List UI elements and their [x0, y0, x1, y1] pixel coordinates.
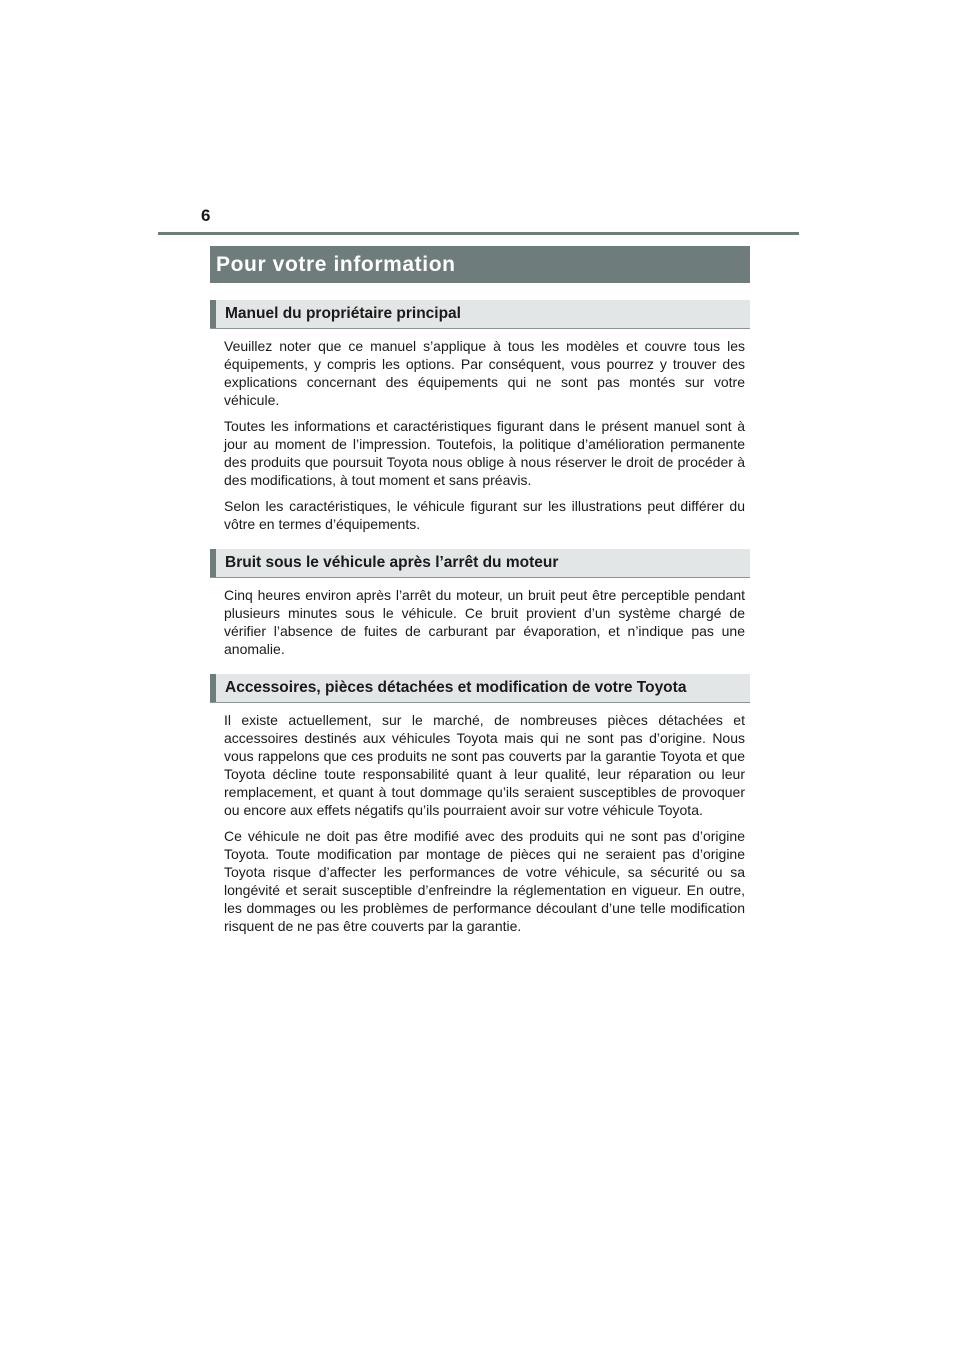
paragraph: Il existe actuellement, sur le marché, de nombreuses pièces détachées et accessoires destinés aux véhicules Toyota mais qui ne sont pas d’origine. Nous vous rappelons que ces produits ne sont pas couverts par la garantie Toyota et que Toyota décline toute responsabilité quant à leur qualité, leur réparation ou leur remplacement, et quant à tout dommage qu’ils seraient susceptibles de provoquer ou encore aux effets négatifs qu’ils pourraient avoir sur votre véhicule Toyota.: [224, 712, 745, 818]
paragraph: Veuillez noter que ce manuel s’applique à tous les modèles et couvre tous les équipements, y compris les options. Par conséquent, vous pourrez y trouver des explications concernant des équipements qui ne sont pas montés sur votre véhicule.: [224, 338, 745, 408]
page-number: 6: [201, 206, 211, 225]
section-heading-bar: [210, 674, 750, 703]
section-accessories: [210, 674, 750, 935]
paragraph: Selon les caractéristiques, le véhicule figurant sur les illustrations peut différer du vôtre en termes d’équipements.: [224, 498, 745, 532]
paragraph: Ce véhicule ne doit pas être modifié avec des produits qui ne sont pas d’origine Toyota. Toute modification par montage de pièces qui ne seraient pas d’origine Toyota risque d’affecter les performances de votre véhicule, sa sécurité ou sa longévité et serait susceptible d’enfreindre la réglementation en vigueur. En outre, les dommages ou les problèmes de performance découlant d’une telle modification risquent de ne pas être couverts par la garantie.: [224, 828, 745, 934]
section-heading: Accessoires, pièces détachées et modification de votre Toyota: [225, 679, 687, 696]
section-marker: [210, 549, 216, 577]
section-body: [210, 711, 750, 935]
content: [210, 300, 750, 951]
paragraph: Cinq heures environ après l’arrêt du moteur, un bruit peut être perceptible pendant plusieurs minutes sous le véhicule. Ce bruit provient d’un système chargé de vérifier l’absence de fuites de carburant par évaporation, et n’indique pas une anomalie.: [224, 587, 745, 657]
section-marker: [210, 300, 216, 328]
section-body: [210, 586, 750, 658]
paragraph: Toutes les informations et caractéristiques figurant dans le présent manuel sont à jour au moment de l’impression. Toutefois, la politique d’amélioration permanente des produits que poursuit Toyota nous oblige à nous réserver le droit de procéder à des modifications, à tout moment et sans préavis.: [224, 418, 745, 488]
page-title-bar: [210, 246, 750, 283]
section-main-manual: [210, 300, 750, 533]
section-heading-bar: [210, 300, 750, 329]
section-heading: Manuel du propriétaire principal: [225, 305, 461, 322]
section-marker: [210, 674, 216, 702]
section-noise: [210, 549, 750, 658]
section-body: [210, 337, 750, 533]
section-heading-bar: [210, 549, 750, 578]
section-heading: Bruit sous le véhicule après l’arrêt du moteur: [225, 554, 559, 571]
page-title: Pour votre information: [216, 252, 456, 276]
header-rule: [158, 232, 799, 235]
